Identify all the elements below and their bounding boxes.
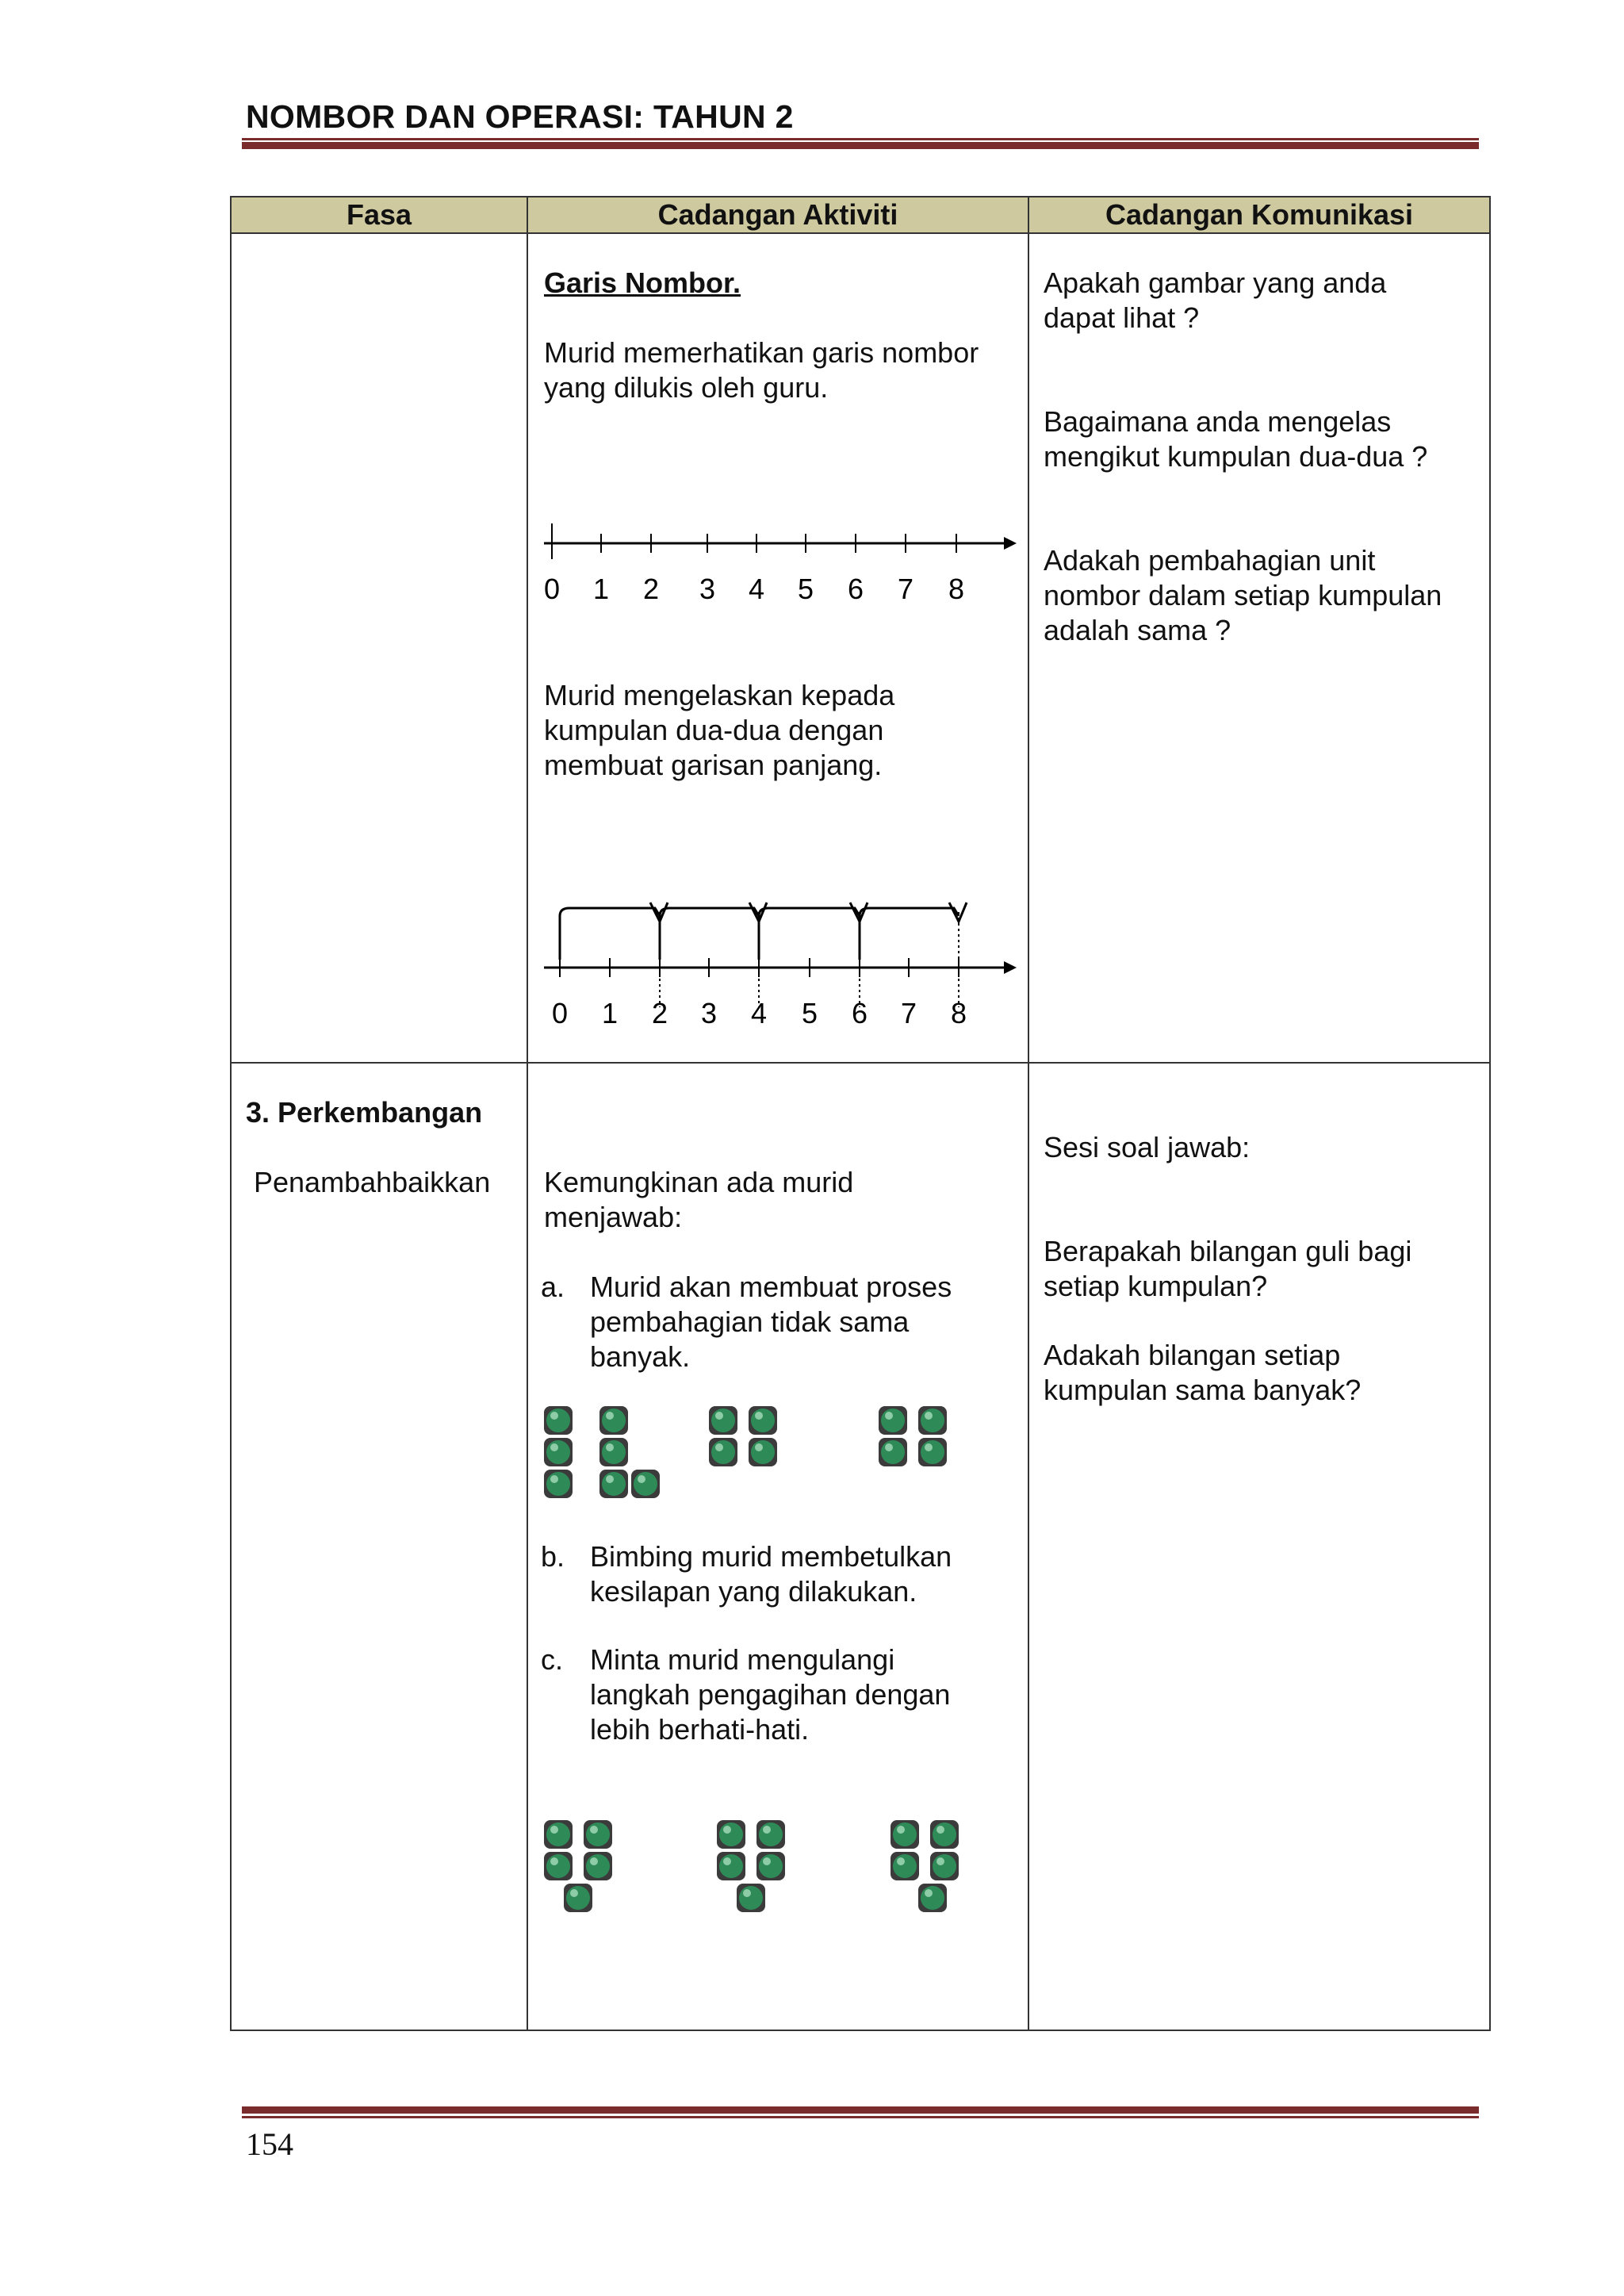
tick-label: 5 <box>797 573 814 605</box>
marble-icon <box>930 1852 959 1880</box>
marble-icon <box>584 1852 612 1880</box>
tick-label: 5 <box>801 997 818 1029</box>
tick-label: 4 <box>748 573 765 605</box>
marble-icon <box>749 1438 777 1466</box>
marble-icon <box>879 1406 907 1435</box>
footer-rule-thin <box>242 2116 1479 2118</box>
marble-icon <box>544 1470 573 1498</box>
communication-text-line: Berapakah bilangan guli bagi <box>1044 1235 1412 1267</box>
phase-title: 3. Perkembangan <box>246 1096 483 1129</box>
marble-icon <box>891 1820 919 1849</box>
communication-text-line: Sesi soal jawab: <box>1044 1131 1251 1163</box>
tick-label: 2 <box>651 997 668 1029</box>
list-item-text: banyak. <box>590 1340 691 1373</box>
tick-label: 8 <box>950 997 967 1029</box>
tick-label: 0 <box>551 997 569 1029</box>
tick-label: 1 <box>592 573 610 605</box>
jump-arc <box>860 908 959 960</box>
tick-label: 3 <box>700 997 718 1029</box>
marble-icon <box>544 1438 573 1466</box>
marble-icon <box>749 1406 777 1435</box>
list-item-text: Murid akan membuat proses <box>590 1271 952 1303</box>
tick-label: 7 <box>900 997 917 1029</box>
marble-icon <box>544 1406 573 1435</box>
list-item-text: langkah pengagihan dengan <box>590 1678 951 1711</box>
marble-icon <box>717 1852 745 1880</box>
jump-arc <box>759 908 860 960</box>
activity-text-line: yang dilukis oleh guru. <box>544 371 829 404</box>
tick-label: 2 <box>642 573 660 605</box>
marble-icon <box>709 1438 737 1466</box>
communication-text-line: Bagaimana anda mengelas <box>1044 405 1392 438</box>
header-rule-thin <box>242 138 1479 140</box>
column-header-fasa: Fasa <box>231 197 527 233</box>
row2-activity-cell <box>527 1063 1028 2030</box>
number-line-jumps-diagram <box>528 880 1028 1039</box>
table-row <box>231 1063 1490 2030</box>
marble-icon <box>631 1470 660 1498</box>
column-header-aktiviti: Cadangan Aktiviti <box>527 197 1028 233</box>
phase-subtitle: Penambahbaikkan <box>254 1166 491 1198</box>
list-marker: b. <box>541 1540 565 1573</box>
marble-icon <box>717 1820 745 1849</box>
communication-text-line: setiap kumpulan? <box>1044 1270 1268 1302</box>
row1-communication-cell <box>1028 233 1490 1063</box>
marble-icon <box>918 1438 947 1466</box>
tick-label: 4 <box>750 997 768 1029</box>
list-item-text: lebih berhati-hati. <box>590 1713 810 1746</box>
communication-text-line: mengikut kumpulan dua-dua ? <box>1044 440 1428 473</box>
row1-phase-cell <box>231 233 527 1063</box>
marble-icon <box>756 1820 785 1849</box>
communication-text-line: Adakah bilangan setiap <box>1044 1339 1341 1371</box>
tick-label: 8 <box>948 573 965 605</box>
communication-text-line: Adakah pembahagian unit <box>1044 544 1376 577</box>
list-marker: a. <box>541 1271 565 1303</box>
row1-activity-cell <box>527 233 1028 1063</box>
table-header-row <box>231 197 1490 233</box>
marble-icon <box>599 1406 628 1435</box>
communication-text-line: adalah sama ? <box>1044 614 1231 646</box>
list-item-text: Bimbing murid membetulkan <box>590 1540 952 1573</box>
page-header-title: NOMBOR DAN OPERASI: TAHUN 2 <box>246 98 794 135</box>
marble-icon <box>599 1438 628 1466</box>
marble-icon <box>544 1820 573 1849</box>
jump-arc <box>560 908 660 960</box>
lesson-table <box>230 196 1491 2031</box>
tick-label: 6 <box>847 573 864 605</box>
activity-text-line: membuat garisan panjang. <box>544 749 883 781</box>
tick-label: 7 <box>897 573 914 605</box>
activity-text-line: kumpulan dua-dua dengan <box>544 714 884 746</box>
header-rule-thick <box>242 142 1479 149</box>
marble-icon <box>879 1438 907 1466</box>
arrow-head-icon <box>1004 961 1017 974</box>
marble-icon <box>564 1884 592 1912</box>
marble-icon <box>737 1884 765 1912</box>
table-row <box>231 233 1490 1063</box>
communication-text-line: nombor dalam setiap kumpulan <box>1044 579 1442 611</box>
marbles-equal-groups <box>528 1817 1028 1928</box>
footer-rule-thick <box>242 2106 1479 2114</box>
tick-label: 1 <box>601 997 619 1029</box>
activity-text-line: Murid mengelaskan kepada <box>544 679 895 711</box>
list-marker: c. <box>541 1643 564 1676</box>
activity-text-line: Kemungkinan ada murid <box>544 1166 854 1198</box>
marble-icon <box>544 1852 573 1880</box>
marble-icon <box>756 1852 785 1880</box>
marble-icon <box>599 1470 628 1498</box>
tick-label: 6 <box>851 997 868 1029</box>
number-line-diagram <box>528 519 1028 615</box>
list-item-text: Minta murid mengulangi <box>590 1643 895 1676</box>
marble-icon <box>709 1406 737 1435</box>
row2-communication-cell <box>1028 1063 1490 2030</box>
marbles-unequal-groups <box>528 1403 1028 1514</box>
communication-text-line: Apakah gambar yang anda <box>1044 266 1387 299</box>
activity-heading: Garis Nombor. <box>544 266 741 299</box>
marble-icon <box>891 1852 919 1880</box>
arrow-head-icon <box>1004 537 1017 550</box>
communication-text-line: dapat lihat ? <box>1044 301 1200 334</box>
list-item-text: pembahagian tidak sama <box>590 1305 910 1338</box>
communication-text-line: kumpulan sama banyak? <box>1044 1374 1362 1406</box>
list-item-text: kesilapan yang dilakukan. <box>590 1575 917 1608</box>
marble-icon <box>584 1820 612 1849</box>
activity-text-line: Murid memerhatikan garis nombor <box>544 336 979 369</box>
marble-icon <box>918 1406 947 1435</box>
column-header-komunikasi: Cadangan Komunikasi <box>1028 197 1490 233</box>
tick-label: 3 <box>699 573 716 605</box>
marble-icon <box>918 1884 947 1912</box>
page-number: 154 <box>246 2126 293 2162</box>
jump-arc <box>660 908 759 960</box>
marble-icon <box>930 1820 959 1849</box>
activity-text-line: menjawab: <box>544 1201 683 1233</box>
tick-label: 0 <box>543 573 561 605</box>
row2-phase-cell <box>231 1063 527 2030</box>
